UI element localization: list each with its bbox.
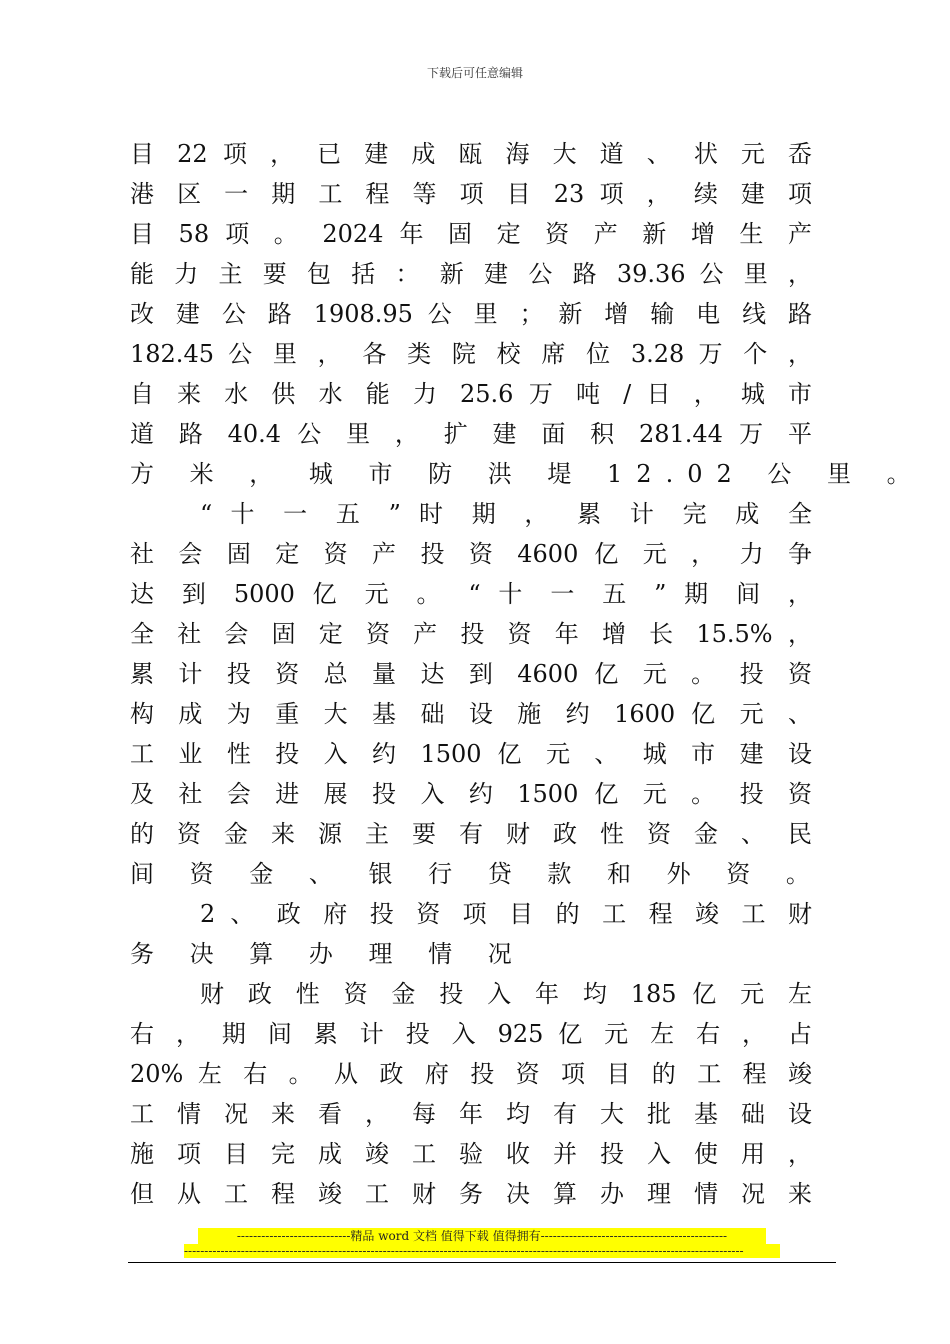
text-line: 施 项 目 完 成 竣 工 验 收 并 投 入 使 用 ，: [130, 1140, 812, 1168]
text-line: 但 从 工 程 竣 工 财 务 决 算 办 理 情 况 来: [130, 1180, 812, 1208]
text-line: 目 22 项 ， 已 建 成 瓯 海 大 道 、 状 元 岙: [130, 140, 812, 168]
text-line: 道 路 40.4 公 里 ， 扩 建 面 积 281.44 万 平: [130, 420, 812, 448]
text-line: 工 情 况 来 看 ， 每 年 均 有 大 批 基 础 设: [130, 1100, 812, 1128]
text-line-content: 务 决 算 办 理 情 况: [130, 940, 526, 968]
footer-dashes: ------------------------------------------------------------------------------------------------------------------------------------------: [184, 1244, 780, 1258]
text-line: 的 资 金 来 源 主 要 有 财 政 性 资 金 、 民: [130, 820, 812, 848]
text-line: 港 区 一 期 工 程 等 项 目 23 项 ， 续 建 项: [130, 180, 812, 208]
text-line: 达 到 5000 亿 元 。 “ 十 一 五 ” 期 间 ，: [130, 580, 812, 608]
text-line: “ 十 一 五 ” 时 期 ， 累 计 完 成 全: [200, 500, 812, 528]
section-heading-line: 2 、 政 府 投 资 项 目 的 工 程 竣 工 财: [200, 900, 812, 928]
text-line: 自 来 水 供 水 能 力 25.6 万 吨 / 日 ， 城 市: [130, 380, 812, 408]
text-line: 社 会 固 定 资 产 投 资 4600 亿 元 ， 力 争: [130, 540, 812, 568]
text-line: 全 社 会 固 定 资 产 投 资 年 增 长 15.5% ，: [130, 620, 812, 648]
text-line-content: 方 米 ， 城 市 防 洪 堤 12.02 公 里 。: [130, 460, 925, 488]
text-line: 累 计 投 资 总 量 达 到 4600 亿 元 。 投 资: [130, 660, 812, 688]
document-body: [130, 134, 925, 1214]
text-line: 改 建 公 路 1908.95 公 里 ； 新 增 输 电 线 路: [130, 300, 812, 328]
text-line: 构 成 为 重 大 基 础 设 施 约 1600 亿 元 、: [130, 700, 812, 728]
section-heading-line: [130, 934, 812, 974]
text-line: 财 政 性 资 金 投 入 年 均 185 亿 元 左: [200, 980, 812, 1008]
footer-rule: [128, 1262, 836, 1263]
text-line: 20% 左 右 。 从 政 府 投 资 项 目 的 工 程 竣: [130, 1060, 812, 1088]
text-line: 工 业 性 投 入 约 1500 亿 元 、 城 市 建 设: [130, 740, 812, 768]
text-line: 能 力 主 要 包 括 ： 新 建 公 路 39.36 公 里 ，: [130, 260, 812, 288]
text-line: 182.45 公 里 ， 各 类 院 校 席 位 3.28 万 个 ，: [130, 340, 812, 368]
text-line-content: 间 资 金 、 银 行 贷 款 和 外 资 。: [130, 860, 824, 888]
text-line: [130, 454, 925, 494]
text-line: 及 社 会 进 展 投 入 约 1500 亿 元 。 投 资: [130, 780, 812, 808]
text-line: [130, 854, 824, 894]
page-header: 下载后可任意编辑: [426, 66, 523, 80]
footer-banner-text: ----------------------------精品 word 文档 值得下载 值得拥有----------------------------------------------: [198, 1228, 766, 1244]
text-line: 右 ， 期 间 累 计 投 入 925 亿 元 左 右 ， 占: [130, 1020, 812, 1048]
text-line: 目 58 项 。 2024 年 固 定 资 产 新 增 生 产: [130, 220, 812, 248]
